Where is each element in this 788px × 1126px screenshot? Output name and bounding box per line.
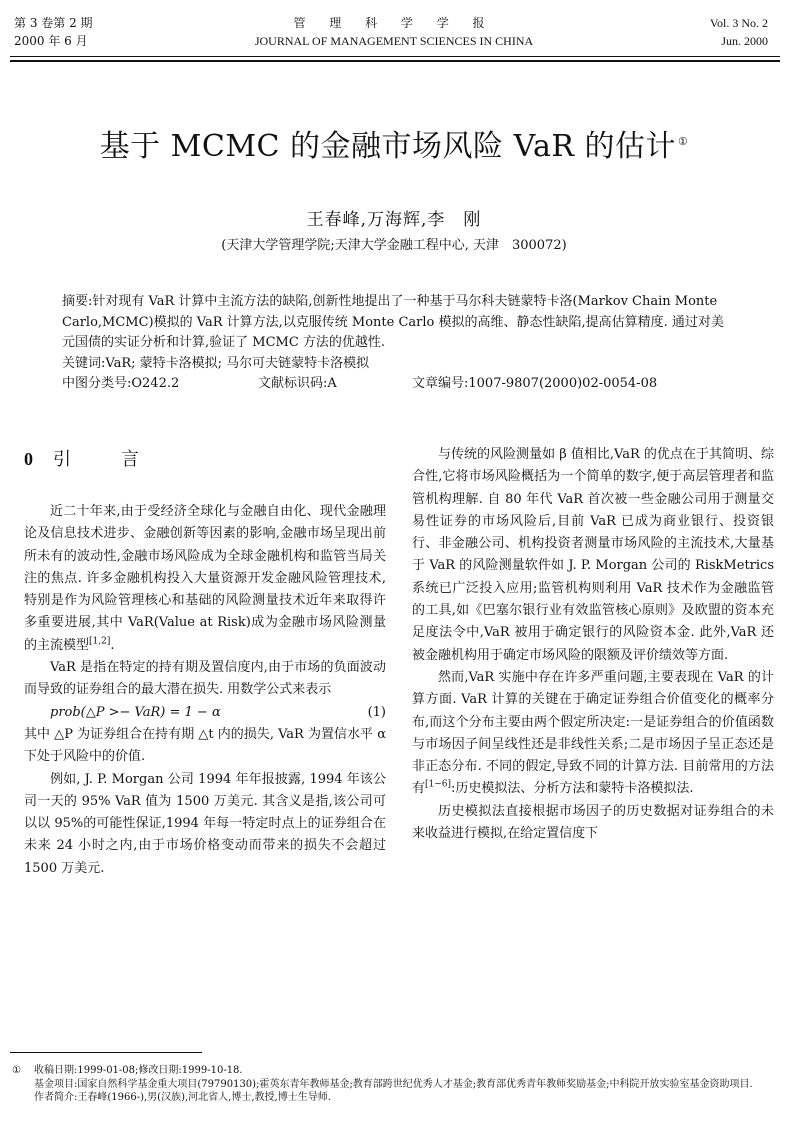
article-number: 文章编号:1007-9807(2000)02-0054-08	[412, 376, 658, 391]
section-heading	[24, 444, 386, 475]
volume-issue-cn: 第 3 卷第 2 期	[14, 16, 93, 30]
header-center	[0, 14, 788, 50]
date-cn: 2000 年 6 月	[14, 34, 88, 48]
footnote	[12, 1064, 782, 1105]
citation: [1−6]	[425, 780, 452, 791]
footnote-mark: ①	[12, 1065, 21, 1076]
title-text: 基于 MCMC 的金融市场风险 VaR 的估计	[99, 129, 676, 164]
clc-number: 中图分类号:O242.2	[62, 376, 180, 391]
paragraph: 其中 △P 为证券组合在持有期 △t 内的损失, VaR 为置信水平 α 下处于风险中的价值.	[24, 726, 386, 765]
left-column	[24, 444, 386, 880]
paper-title	[0, 122, 788, 167]
equation-number: (1)	[367, 704, 386, 720]
paragraph: 与传统的风险测量如 β 值相比,VaR 的优点在于其简明、综合性,它将市场风险概括为一个简单的数字,便于高层管理者和监管机构理解. 自 80 年代 VaR 首次被一些金融公司用于测量交易性证券的市场风险后,目前 VaR 已成为商业银行、投资银行、非金融公司、机构投资者测量市场风险的主流技术,大量基于 VaR 的风险测量软件如 J. P. Morgan 公司的 RiskMetrics 系统已广泛投入应用;监管机构则利用 VaR 技术作为金融监管的工具,如《巴塞尔银行业有效监管核心原则》及欧盟的资本充足度法令中,VaR 被用于确定银行的风险资本金. 此外,VaR 还被金融机构用于确定市场风险的限额及评价绩效等方面.	[412, 447, 774, 663]
header-rule-thick	[10, 60, 780, 62]
funding: 基金项目:国家自然科学基金重大项目(79790130);霍英东青年教师基金;教育部跨世纪优秀人才基金;教育部优秀青年教师奖励基金;中科院开放实验室基金资助项目.	[34, 1078, 753, 1090]
document-code: 文献标识码:A	[258, 376, 337, 391]
volume-issue-en: Vol. 3 No. 2	[709, 16, 768, 30]
footnote-rule	[10, 1052, 202, 1053]
journal-name-en: JOURNAL OF MANAGEMENT SCIENCES IN CHINA	[254, 34, 534, 48]
section-title: 引 言	[53, 449, 155, 470]
author-bio: 作者简介:王春峰(1966-),男(汉族),河北省人,博士,教授,博士生导师.	[34, 1092, 331, 1103]
paragraph: 然而,VaR 实施中存在许多严重问题,主要表现在 VaR 的计算方面. VaR 计算的关键在于确定证券组合价值变化的概率分布,而这个分布主要由两个假定所决定:一是证券组合的价值函数与市场因子间呈线性还是非线性关系;二是市场因子呈正态还是非正态分布. 不同的假定,导致不同的计算方法. 目前常用的方法有[1−6]:历史模拟法、分析方法和蒙特卡洛模拟法.	[412, 669, 774, 797]
authors: 王春峰,万海辉,李 刚	[306, 210, 482, 230]
keywords: 关键词:VaR; 蒙特卡洛模拟; 马尔可夫链蒙特卡洛模拟	[62, 355, 370, 371]
affiliation: (天津大学管理学院;天津大学金融工程中心, 天津 300072)	[221, 238, 567, 253]
header-right	[710, 14, 768, 50]
classification-row	[62, 374, 734, 395]
citation: [1,2]	[89, 636, 111, 647]
equation-body: prob(△P >− VaR) = 1 − α	[50, 704, 221, 720]
paragraph: VaR 是指在特定的持有期及置信度内,由于市场的负面波动而导致的证券组合的最大潜在损失. 用数学公式来表示	[24, 660, 386, 698]
paragraph: 例如, J. P. Morgan 公司 1994 年年报披露, 1994 年该公司一天的 95% VaR 值为 1500 万美元. 其含义是指,该公司可以以 95%的可能性保证,1994 年每一特定时点上的证券组合在未来 24 小时之内,由于市场价格变动而带来的损失不会超过 1500 万美元.	[24, 771, 386, 876]
abstract-text: 摘要:针对现有 VaR 计算中主流方法的缺陷,创新性地提出了一种基于马尔科夫链蒙特卡洛(Markov Chain Monte Carlo,MCMC)模拟的 VaR 计算方法,以克服传统 Monte Carlo 模拟的高维、静态性缺陷,提高估算精度. 通过对美元国债的实证分析和计算,验证了 MCMC 方法的优越性.	[62, 294, 724, 350]
received-date: 收稿日期:1999-01-08;修改日期:1999-10-18.	[34, 1065, 243, 1076]
abstract-block	[62, 292, 734, 395]
title-footnote-mark: ①	[678, 135, 689, 148]
journal-name-cn: 管 理 科 学 学 报	[293, 16, 495, 30]
section-number: 0	[24, 449, 33, 469]
date-en: Jun. 2000	[721, 34, 768, 48]
right-column	[412, 444, 774, 845]
header-rule-thin	[10, 56, 780, 57]
paragraph: 近二十年来,由于受经济全球化与金融自由化、现代金融理论及信息技术进步、金融创新等因素的影响,金融市场呈现出前所未有的波动性,金融市场风险成为全球金融机构和监管当局关注的焦点. 许多金融机构投入大量资源开发金融风险管理技术,特别是作为风险管理核心和基础的风险测量技术近年来取得许多重要进展,其中 VaR(Value at Risk)成为金融市场风险测量的主流模型[1,2].	[24, 504, 386, 653]
equation-1	[24, 702, 386, 724]
paragraph: 历史模拟法直接根据市场因子的历史数据对证券组合的未来收益进行模拟,在给定置信度下	[412, 803, 774, 842]
